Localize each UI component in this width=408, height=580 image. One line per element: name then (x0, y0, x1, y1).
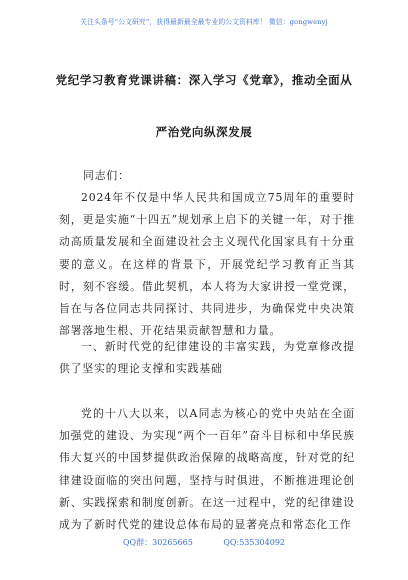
body-paragraph-2: 党的十八大以来，以A同志为核心的党中央站在全面加强党的建设、为实现“两个一百年”奋斗目标和中华民族伟大复兴的中国梦提供政治保障的战略高度，针对党的纪律建设面临的突出问题，坚持与时俱进，不断推进理论创新、实践探索和制度创新。在这一过程中，党的纪律建设成为了新时代党的建设总体布局的显著亮点和常态化工作 (59, 407, 355, 532)
document-title-line-2: 严治党向纵深发展 (155, 125, 253, 139)
body-paragraph-intro: 2024年不仅是中华人民共和国成立75周年的重要时刻，更是实施“十四五”规划承上启下的关键一年，对于推动高质量发展和全面建设社会主义现代化国家具有十分重要的意义。在这样的背景下，开展党纪学习教育正当其时，刻不容缓。借此契机，本人将为大家讲授一堂党课，旨在与各位同志共同探讨、共同进步，为确保党中央决策部署落地生根、开花结果贡献智慧和力量。 (59, 191, 355, 338)
document-title-line-1: 党纪学习教育党课讲稿：深入学习《党章》，推动全面从 (55, 73, 353, 87)
section-heading-1: 一、新时代党的纪律建设的丰富实践，为党章修改提供了坚实的理论支撑和实践基础 (59, 340, 355, 376)
header-promo-note: 关注头条号“公文研究”，获得最新最全最专业的公文资料库！ 微信：gongwenyj (80, 18, 328, 26)
footer-qq-group: QQ群：30265665 (122, 538, 193, 547)
footer-contact (0, 537, 408, 548)
footer-qq-contact: QQ:535304092 (223, 538, 285, 547)
salutation: 同志们： (83, 169, 130, 182)
